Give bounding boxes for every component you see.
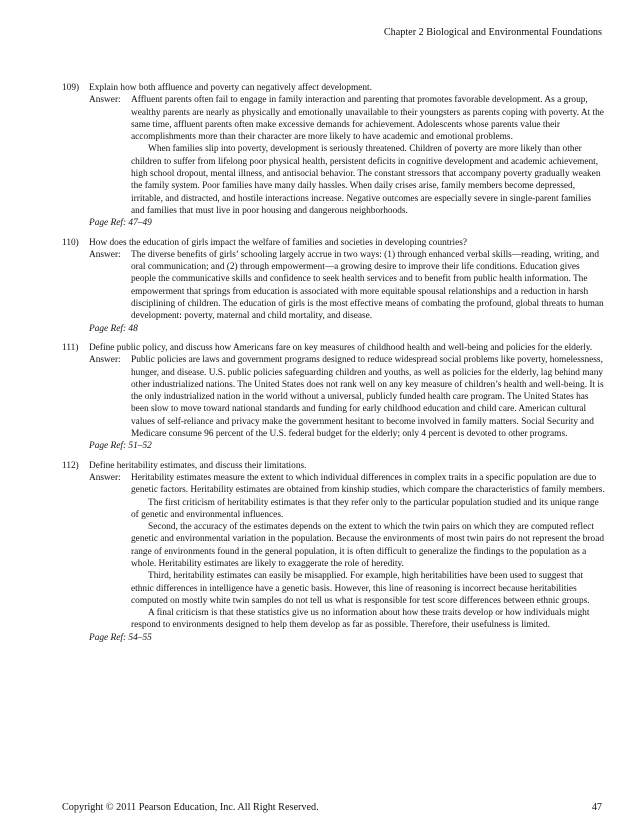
question-text: Explain how both affluence and poverty can negatively affect development.: [89, 83, 372, 93]
question-110: [62, 237, 606, 335]
answer-paragraph: A final criticism is that these statistics give us no information about how these traits develop or how individuals might respond to environments designed to help them develop as far as possible. Therefore, their usefulness is limited.: [131, 608, 590, 631]
question-list: [62, 82, 606, 651]
page-reference: Page Ref: 48: [89, 323, 138, 334]
answer-paragraph: When families slip into poverty, development is seriously threatened. Children of poverty are more likely than other children to suffer from lifelong poor physical health, persistent deficits in cognitive development and academic achievement, high school dropout, mental illness, and antisocial behavior. The constant stressors that accompany poverty gradually weaken the family system. Poor families have many daily hassles. When daily crises arise, family members become depressed, irritable, and distracted, and hostile interactions increase. Negative outcomes are especially severe in single-parent families and families that must live in poor housing and dangerous neighborhoods.: [131, 144, 601, 216]
question-number: 111): [62, 342, 79, 353]
question-text: How does the education of girls impact the welfare of families and societies in developing countries?: [89, 237, 468, 248]
question-text: Define public policy, and discuss how Americans fare on key measures of childhood health and well-being and policies for the elderly.: [89, 342, 593, 353]
answer-label: Answer:: [89, 355, 121, 366]
answer-body: [131, 354, 606, 440]
answer-paragraph: Heritability estimates measure the extent to which individual differences in complex traits in a specific population are due to genetic factors. Heritability estimates are obtained from kinship studies, which compare the characteristics of family members.: [131, 472, 605, 496]
answer-body: [131, 472, 606, 632]
page-number: 47: [591, 802, 602, 813]
answer-block: [89, 94, 606, 217]
answer-label: Answer:: [89, 472, 121, 483]
answer-paragraph: The diverse benefits of girls’ schooling largely accrue in two ways: (1) through enhanced verbal skills—reading, writing, and oral communication; and (2) through empowerment—a growing desire to improve their life conditions. Education gives people the communicative skills and confidence to seek health services and to benefit from public health information. The empowerment that springs from education is associated with more equitable spousal relationships and a reduction in harsh disciplining of children. The education of girls is the most effective means of combating the profound, global threats to human development: poverty, maternal and child mortality, and disease.: [131, 249, 604, 322]
question-109: [62, 82, 606, 230]
answer-paragraph: Affluent parents often fail to engage in family interaction and parenting that promotes favorable development. As a group, wealthy parents are nearly as physically and emotionally unavailable to their youngsters as parents coping with poverty. At the same time, affluent parents often make excessive demands for achievement. Adolescents whose parents value their accomplishments more than their character are more likely to have academic and emotional problems.: [131, 95, 604, 143]
answer-body: [131, 249, 606, 323]
answer-block: [89, 354, 606, 440]
question-text: Define heritability estimates, and discuss their limitations.: [89, 460, 307, 471]
copyright-notice: Copyright © 2011 Pearson Education, Inc. All Right Reserved.: [62, 802, 319, 813]
question-number: 110): [62, 237, 79, 248]
answer-paragraph: Public policies are laws and government programs designed to reduce widespread social problems like poverty, homelessness, hunger, and disease. U.S. public policies safeguarding children and youths, as well as policies for the elderly, lag behind many other industrialized nations. The United States does not rank well on any key measure of children’s health and well-being. It is the only industrialized nation in the world without a universal, publicly funded health care program. The United States has been slow to move toward national standards and funding for early childhood education and child care. American cultural values of self-reliance and privacy make the government hesitant to become involved in family matters. Social Security and Medicare consume 96 percent of the U.S. federal budget for the elderly; only 4 percent is devoted to other programs.: [131, 355, 604, 440]
answer-paragraph: Third, heritability estimates can easily be misapplied. For example, high heritabilities have been used to suggest that ethnic differences in intelligence have a genetic basis. However, this line of reasoning is incorrect because heritabilities computed on mostly white twin samples do not tell us what is responsible for test score differences between ethnic groups.: [131, 571, 590, 606]
page-reference: Page Ref: 47–49: [89, 218, 152, 229]
answer-label: Answer:: [89, 249, 121, 260]
running-header: Chapter 2 Biological and Environmental Foundations: [383, 27, 602, 38]
question-112: [62, 460, 606, 644]
page-reference: Page Ref: 51–52: [89, 441, 152, 452]
answer-label: Answer:: [89, 95, 121, 106]
question-number: 112): [62, 460, 79, 471]
answer-paragraph: The first criticism of heritability estimates is that they refer only to the particular population studied and its unique range of genetic and environmental influences.: [131, 497, 599, 520]
question-111: [62, 342, 606, 453]
page-reference: Page Ref: 54–55: [89, 632, 152, 643]
answer-block: [89, 249, 606, 323]
answer-block: [89, 472, 606, 632]
answer-paragraph: Second, the accuracy of the estimates depends on the extent to which the twin pairs on which they are computed reflect genetic and environmental variation in the population. Because the environments of most twin pairs do not represent the broad range of environments found in the general population, it is often difficult to generalize the findings to the population as a whole. Heritability estimates are likely to exaggerate the role of heredity.: [131, 522, 605, 569]
question-number: 109): [62, 83, 80, 93]
answer-body: [131, 94, 606, 217]
